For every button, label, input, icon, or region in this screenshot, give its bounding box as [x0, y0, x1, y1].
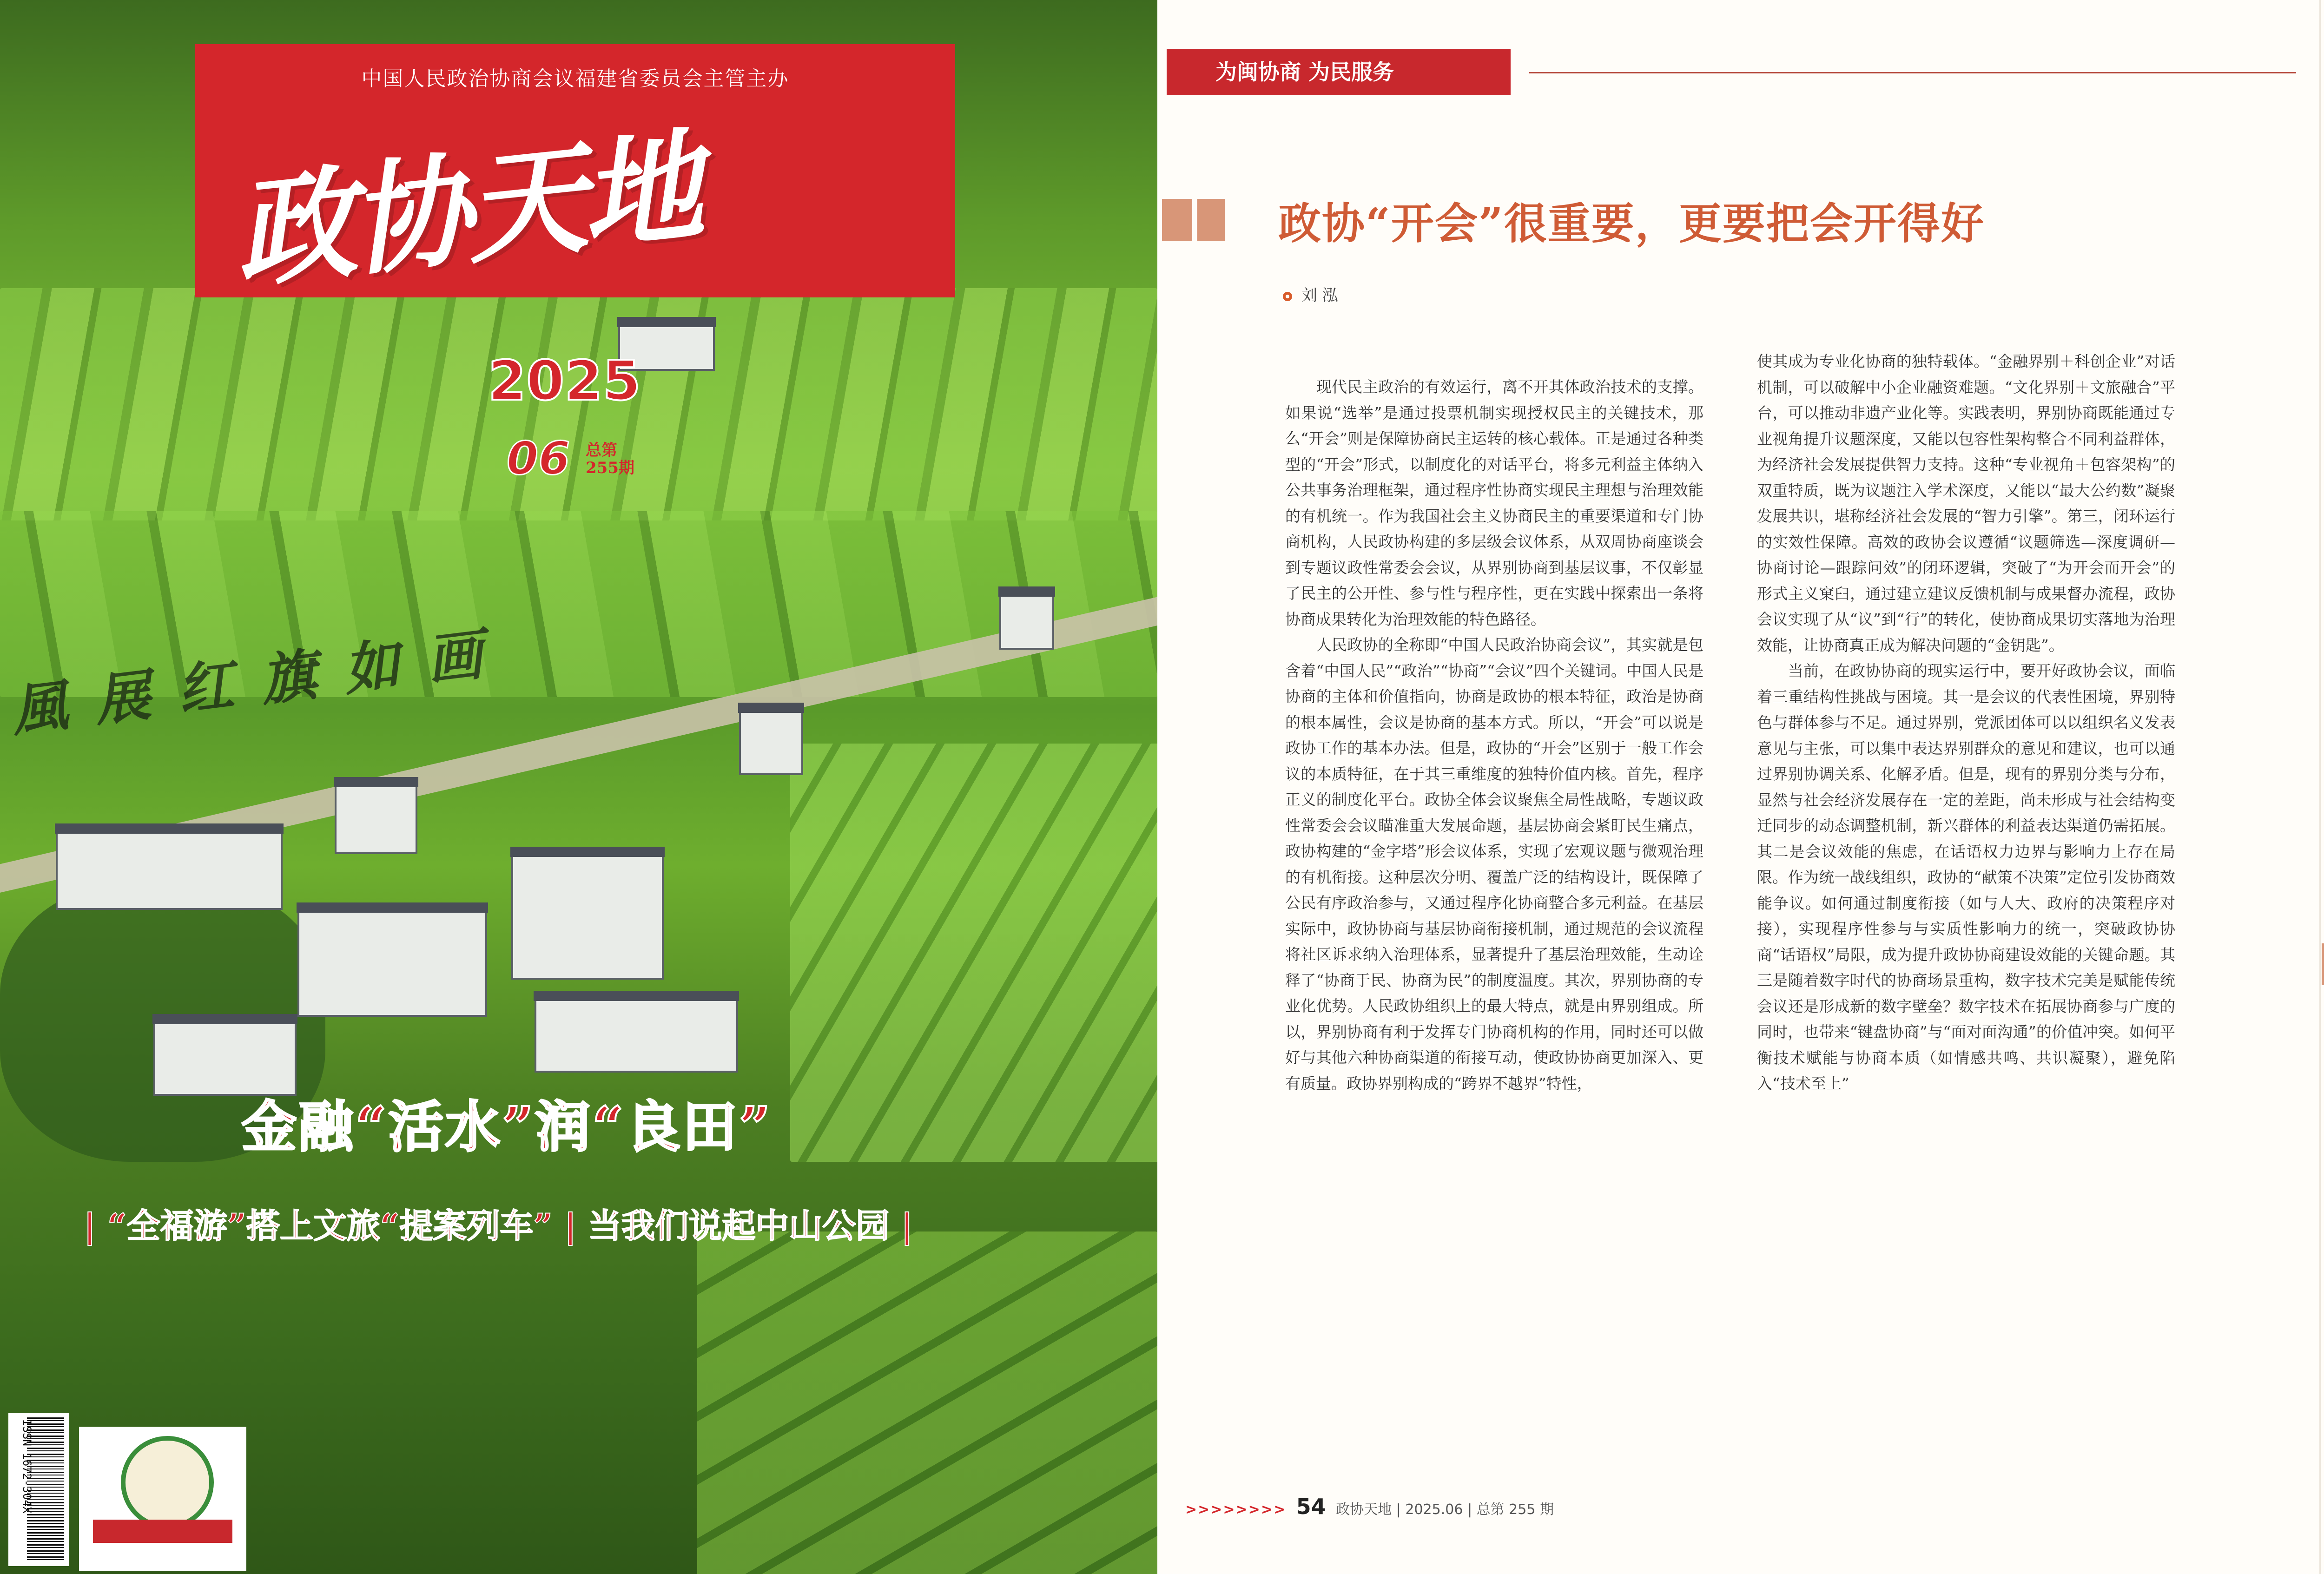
house	[56, 832, 283, 910]
article1-title: 政协“开会”很重要，更要把会开得好	[1278, 198, 1985, 249]
badge-emblem-icon	[121, 1436, 214, 1529]
gutter	[2319, 0, 2321, 1574]
header-rule-left	[1529, 72, 2296, 73]
issn-number: ISSN 1672-304X	[20, 1419, 33, 1514]
house	[335, 785, 417, 854]
issue-box	[488, 349, 641, 485]
masthead	[195, 44, 955, 305]
footer-info-left: 政协天地 | 2025.06 | 总第 255 期	[1336, 1502, 1554, 1518]
house	[999, 595, 1054, 650]
terraces	[697, 1232, 1157, 1574]
house	[535, 999, 738, 1073]
article1-author: 刘 泓	[1283, 283, 1338, 305]
article1-column-1: 现代民主政治的有效运行，离不开其体政治技术的支撑。如果说“选举”是通过投票机制实现授权民主的关键技术，那么“开会”则是保障协商民主运转的核心载体。正是通过各种类型的“开会”形式，以制度化的对话平台，将多元利益主体纳入公共事务治理框架，通过程序性协商实现民主理想与治理效能的有机统一。作为我国社会主义协商民主的重要渠道和专门协商机构，人民政协构建的多层级会议体系，从双周协商座谈会到专题议政性常委会会议，从界别协商到基层议事，不仅彰显了民主的公开性、参与性与程序性，更在实践中探索出一条将协商成果转化为治理效能的特色路径。 人民政协的全称即“中国人民政治协商会议”，其实就是包含着“中国人民”“政治”“协商”“会议”四个关键词。中国人民是协商的主体和价值指向，协商是政协的根本特征，政治是协商的根本属性，会议是协商的基本方式。所以，“开会”可以说是政协工作的基本办法。但是，政协的“开会”区别于一般工作会议的本质特征，在于其三重维度的独特价值内核。首先，程序正义的制度化平台。政协全体会议聚焦全局性战略，专题议政性常委会会议瞄准重大发展命题，基层协商会紧盯民生痛点，政协构建的“金字塔”形会议体系，实现了宏观议题与微观治理的有机衔接。这种层次分明、覆盖广泛的结构设计，既保障了公民有序政治参与，又通过程序化协商整合多元利益。在基层实际中，政协协商与基层协商衔接机制，通过规范的会议流程将社区诉求纳入治理体系，显著提升了基层治理效能，生动诠释了“协商于民、协商为民”的制度温度。其次，界别协商的专业化优势。人民政协组织上的最大特点，就是由界别组成。所以，界别协商有利于发挥专门协商机构的作用，同时还可以做好与其他六种协商渠道的衔接互动，使政协协商更加深入、更有质量。政协界别构成的“跨界不越界”特性，	[1285, 378, 1703, 1093]
house	[297, 911, 487, 1017]
barcode	[8, 1413, 69, 1566]
award-badge	[79, 1427, 246, 1571]
magazine-logo: 政协天地	[227, 115, 705, 305]
rice-fields-right	[790, 744, 1157, 1162]
cover-subheadlines: | “全福游”搭上文旅“提案列车” | 当我们说起中山公园 |	[84, 1206, 913, 1245]
cover-headline: 金融“活水”润“良田”	[242, 1094, 772, 1159]
footer-left	[1185, 1494, 1554, 1519]
house	[739, 711, 803, 775]
title-marker-icon	[1162, 199, 1225, 241]
issue-number: 06	[507, 432, 570, 485]
house	[511, 855, 664, 980]
footer-arrows: >>>>>>>>	[1185, 1502, 1287, 1518]
article1-column-2: 使其成为专业化协商的独特载体。“金融界别＋科创企业”对话机制，可以破解中小企业融资难题。“文化界别＋文旅融合”平台，可以推动非遗产业化等。实践表明，界别协商既能通过专业视角提升议题深度，又能以包容性架构整合不同利益群体，为经济社会发展提供智力支持。这种“专业视角＋包容架构”的双重特质，既为议题注入学术深度，又能以“最大公约数”凝聚发展共识，堪称经济社会发展的“智力引擎”。第三，闭环运行的实效性保障。高效的政协会议遵循“议题筛选—深度调研—协商讨论—跟踪问效”的闭环逻辑，突破了“为开会而开会”的形式主义窠臼，通过建立建议反馈机制与成果督办流程，政协会议实现了从“议”到“行”的转化，使协商成果切实落地为治理效能，让协商真正成为解决问题的“金钥匙”。 当前，在政协协商的现实运行中，要开好政协会议，面临着三重结构性挑战与困境。其一是会议的代表性困境，界别特色与群体参与不足。通过界别，党派团体可以以组织名义发表意见与主张，可以集中表达界别群众的意见和建议，也可以通过界别协调关系、化解矛盾。但是，现有的界别分类与分布，显然与社会经济发展存在一定的差距，尚未形成与社会结构变迁同步的动态调整机制，新兴群体的利益表达渠道仍需拓展。其二是会议效能的焦虑，在话语权力边界与影响力上存在局限。作为统一战线组织，政协的“献策不决策”定位引发协商效能争议。如何通过制度衔接（如与人大、政府的决策程序对接），实现程序性参与与实质性影响力的统一，突破政协协商“话语权”局限，成为提升政协协商建设效能的关键命题。其三是随着数字时代的协商场景重构，数字技术完美是赋能传统会议还是形成新的数字壁垒？数字技术在拓展协商参与广度的同时，也带来“键盘协商”与“面对面沟通”的价值冲突。如何平衡技术赋能与协商本质（如情感共鸣、共识凝聚），避免陷入“技术至上”	[1757, 352, 2175, 1093]
issue-year: 2025	[488, 349, 641, 413]
magazine-cover	[0, 0, 1157, 1574]
page-number-54: 54	[1296, 1494, 1326, 1519]
sponsor-line: 中国人民政治协商会议福建省委员会主管主办	[361, 67, 789, 91]
section-tag: 为闽协商 为民服务	[1167, 49, 1511, 95]
badge-ribbon	[93, 1520, 232, 1543]
title-marker-icon	[2322, 943, 2324, 985]
field-slogan: 風展红旗如画	[7, 618, 514, 744]
article-spread	[1157, 0, 2324, 1574]
total-issue: 总第255期	[586, 441, 634, 477]
